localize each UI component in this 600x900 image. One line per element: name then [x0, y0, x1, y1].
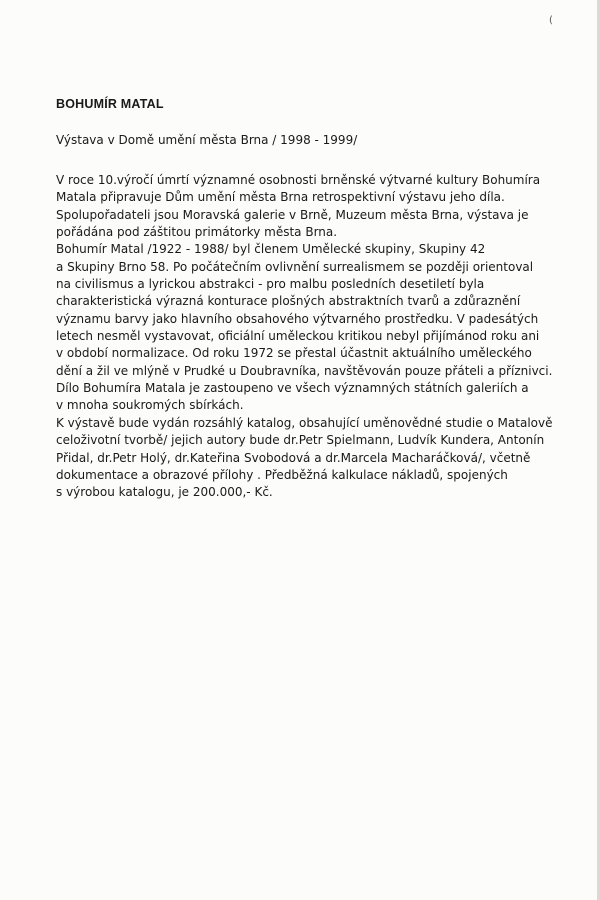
- body-line: na civilismus a lyrickou abstrakci - pro malbu posledních desetiletí byla: [56, 277, 485, 292]
- body-line: v mnoha soukromých sbírkách.: [56, 398, 244, 413]
- document-title: BOHUMÍR MATAL: [56, 97, 164, 111]
- body-line: Přidal, dr.Petr Holý, dr.Kateřina Svobodová a dr.Marcela Macharáčková/, včetně: [56, 450, 531, 465]
- body-line: významu barvy jako hlavního obsahového výtvarného prostředku. V padesátých: [56, 311, 539, 326]
- body-line: pořádána pod záštitou primátorky města Brna.: [56, 225, 338, 240]
- document-subtitle: Výstava v Domě umění města Brna / 1998 - 1999/: [56, 133, 358, 147]
- body-line: v období normalizace. Od roku 1972 se přestal účastnit aktuálního uměleckého: [56, 346, 532, 361]
- body-line: dokumentace a obrazové přílohy . Předběžná kalkulace nákladů, spojených: [56, 467, 508, 482]
- body-line: charakteristická výrazná konturace plošných abstraktních tvarů a zdůraznění: [56, 294, 521, 309]
- body-line: s výrobou katalogu, je 200.000,- Kč.: [56, 485, 273, 500]
- body-line: K výstavě bude vydán rozsáhlý katalog, obsahující uměnovědné studie o Matalově: [56, 415, 553, 430]
- body-line: Spolupořadateli jsou Moravská galerie v Brně, Muzeum města Brna, výstava je: [56, 207, 529, 222]
- body-line: celoživotní tvorbě/ jejich autory bude dr.Petr Spielmann, Ludvík Kundera, Antonín: [56, 433, 545, 448]
- body-line: Matala připravuje Dům umění města Brna retrospektivní výstavu jeho díla.: [56, 190, 505, 205]
- body-line: V roce 10.výročí úmrtí významné osobnosti brněnské výtvarné kultury Bohumíra: [56, 173, 541, 187]
- body-line: dění a žil ve mlýně v Prudké u Doubravníka, navštěvován pouze přáteli a příznivci.: [56, 363, 553, 378]
- body-line: Dílo Bohumíra Matala je zastoupeno ve všech významných státních galeriích a: [56, 381, 529, 396]
- body-line: letech nesměl vystavovat, oficiální uměleckou kritikou nebyl přijímánod roku ani: [56, 329, 540, 344]
- scan-mark: (: [549, 15, 553, 26]
- body-line: Bohumír Matal /1922 - 1988/ byl členem Umělecké skupiny, Skupiny 42: [56, 242, 486, 257]
- body-line: a Skupiny Brno 58. Po počátečním ovlivnění surrealismem se později orientoval: [56, 259, 534, 274]
- document-body: [56, 172, 576, 502]
